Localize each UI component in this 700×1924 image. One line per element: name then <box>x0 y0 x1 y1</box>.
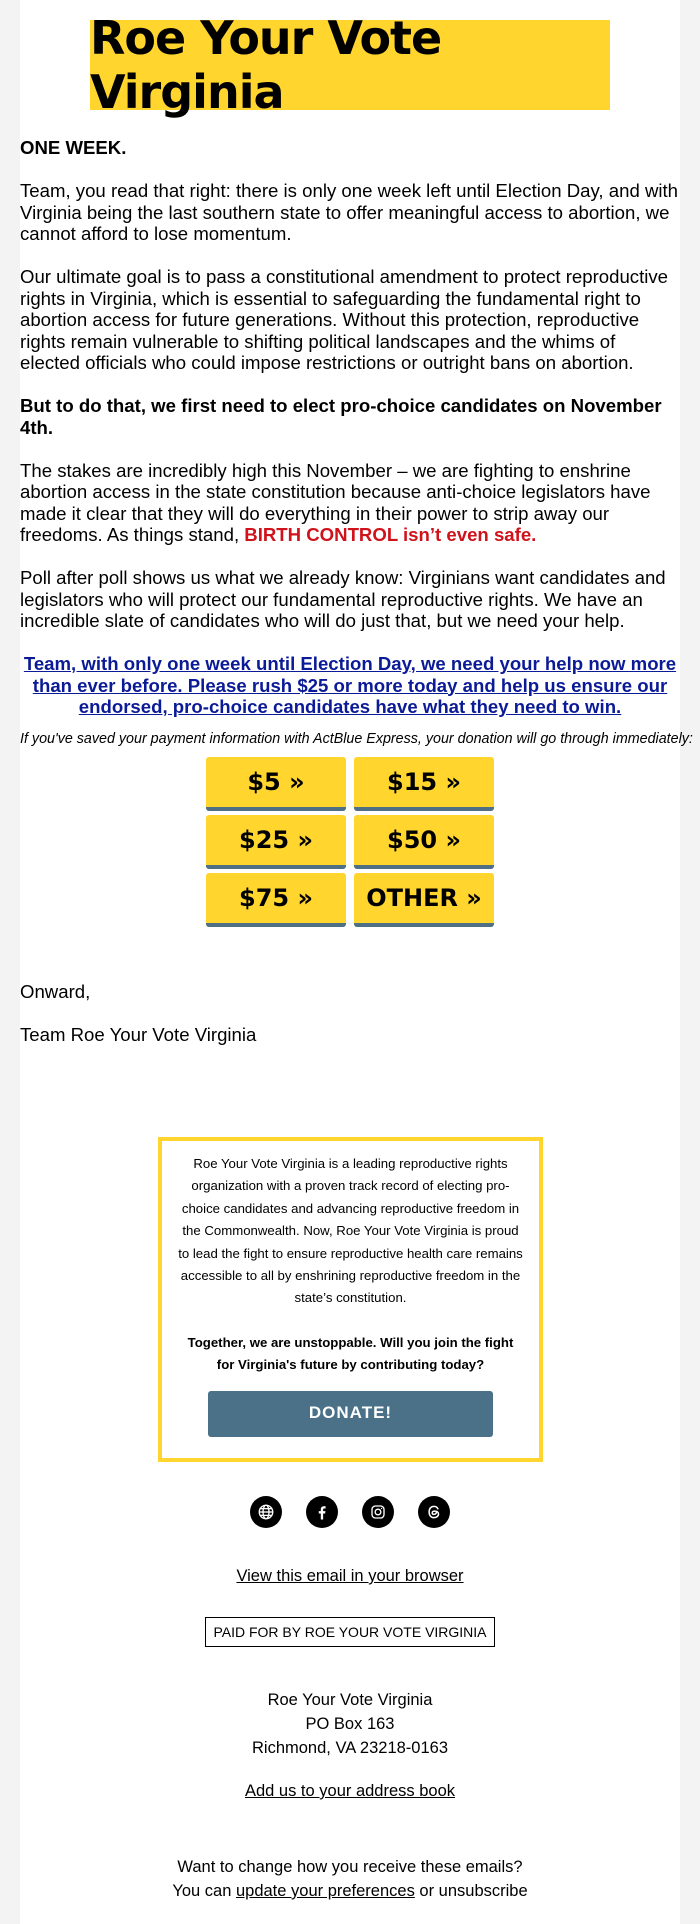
signature: Team Roe Your Vote Virginia <box>20 1024 257 1045</box>
threads-icon[interactable] <box>418 1496 450 1528</box>
message-body <box>20 137 693 769</box>
paragraph-4-text: The stakes are incredibly high this November – we are fighting to enshrine abortion access in the state constitution because anti-choice legislators have made it clear that they will do everything in their power to strip away our freedoms. As things stand, <box>20 459 651 545</box>
donate-button[interactable]: DONATE! <box>208 1391 493 1437</box>
about-card <box>158 1137 543 1462</box>
paragraph-3-bold: But to do that, we first need to elect pro-choice candidates on November 4th. <box>20 395 662 438</box>
address-org: Roe Your Vote Virginia <box>267 1691 433 1709</box>
mailing-address <box>20 1688 680 1760</box>
donate-50-button[interactable]: $50 » <box>354 815 494 869</box>
donate-5-button[interactable]: $5 » <box>206 757 346 811</box>
social-links <box>20 1496 680 1528</box>
appeal-text: Together, we are unstoppable. Will you join the fight for Virginia's future by contributing today? <box>187 1334 514 1373</box>
instagram-icon[interactable] <box>362 1496 394 1528</box>
paragraph-5: Poll after poll shows us what we already know: Virginians want candidates and legislators who will protect our fundamental reproductive rights. We have an incredible slate of candidates who will do just that, but we need your help. <box>20 567 666 631</box>
address-po-box: PO Box 163 <box>305 1715 395 1733</box>
donate-other-button[interactable]: OTHER » <box>354 873 494 927</box>
donate-15-button[interactable]: $15 » <box>354 757 494 811</box>
paragraph-4 <box>20 460 680 546</box>
view-in-browser-link[interactable]: View this email in your browser <box>236 1567 464 1585</box>
prefs-you-can: You can <box>172 1882 236 1900</box>
donate-75-button[interactable]: $75 » <box>206 873 346 927</box>
paragraph-1: Team, you read that right: there is only one week left until Election Day, and with Virginia being the last southern state to offer meaningful access to abortion, we cannot afford to lose momentum. <box>20 180 679 244</box>
facebook-icon[interactable] <box>306 1496 338 1528</box>
logo-text: Roe Your Vote Virginia <box>90 11 442 119</box>
paragraph-2: Our ultimate goal is to pass a constitutional amendment to protect reproductive rights in Virginia, which is essential to safeguarding the fundamental right to abortion access for future generations. Without this protection, reproductive rights remain vulnerable to shifting political landscapes and the whims of elected officials who could impose restrictions or outright bans on abortion. <box>20 266 669 373</box>
signoff <box>20 981 256 1067</box>
logo-banner <box>90 11 610 119</box>
paid-for-disclaimer: PAID FOR BY ROE YOUR VOTE VIRGINIA <box>205 1617 495 1647</box>
update-preferences-link[interactable]: update your preferences <box>235 1882 415 1900</box>
cta-donate-link[interactable]: Team, with only one week until Election Day, we need your help now more than ever before. Please rush $25 or more today and help us ensure our endorsed, pro-choice candidates have what they need to win. <box>23 653 677 717</box>
add-to-address-book-link[interactable]: Add us to your address book <box>244 1782 456 1800</box>
about-text: Roe Your Vote Virginia is a leading reproductive rights organization with a proven track record of electing pro-choice candidates and advancing reproductive freedom in the Commonwealth. Now, Roe Your Vote Virginia is proud to lead the fight to ensure reproductive health care remains accessible to all by enshrining reproductive freedom in the state’s constitution. <box>178 1156 523 1306</box>
actblue-express-note: If you've saved your payment information with ActBlue Express, your donation will go through immediately: <box>20 730 693 747</box>
email-preferences <box>20 1855 680 1903</box>
globe-icon[interactable] <box>250 1496 282 1528</box>
birth-control-alert: BIRTH CONTROL isn’t even safe. <box>244 524 537 545</box>
unsubscribe-text[interactable]: or unsubscribe <box>414 1882 528 1900</box>
address-city: Richmond, VA 23218-0163 <box>252 1739 448 1757</box>
donate-25-button[interactable]: $25 » <box>206 815 346 869</box>
donation-button-grid <box>206 757 494 927</box>
prefs-question: Want to change how you receive these emails? <box>177 1858 523 1876</box>
closing: Onward, <box>20 981 91 1002</box>
headline: ONE WEEK. <box>20 137 127 158</box>
email-body <box>20 0 693 1924</box>
prefs-line <box>20 1879 680 1903</box>
